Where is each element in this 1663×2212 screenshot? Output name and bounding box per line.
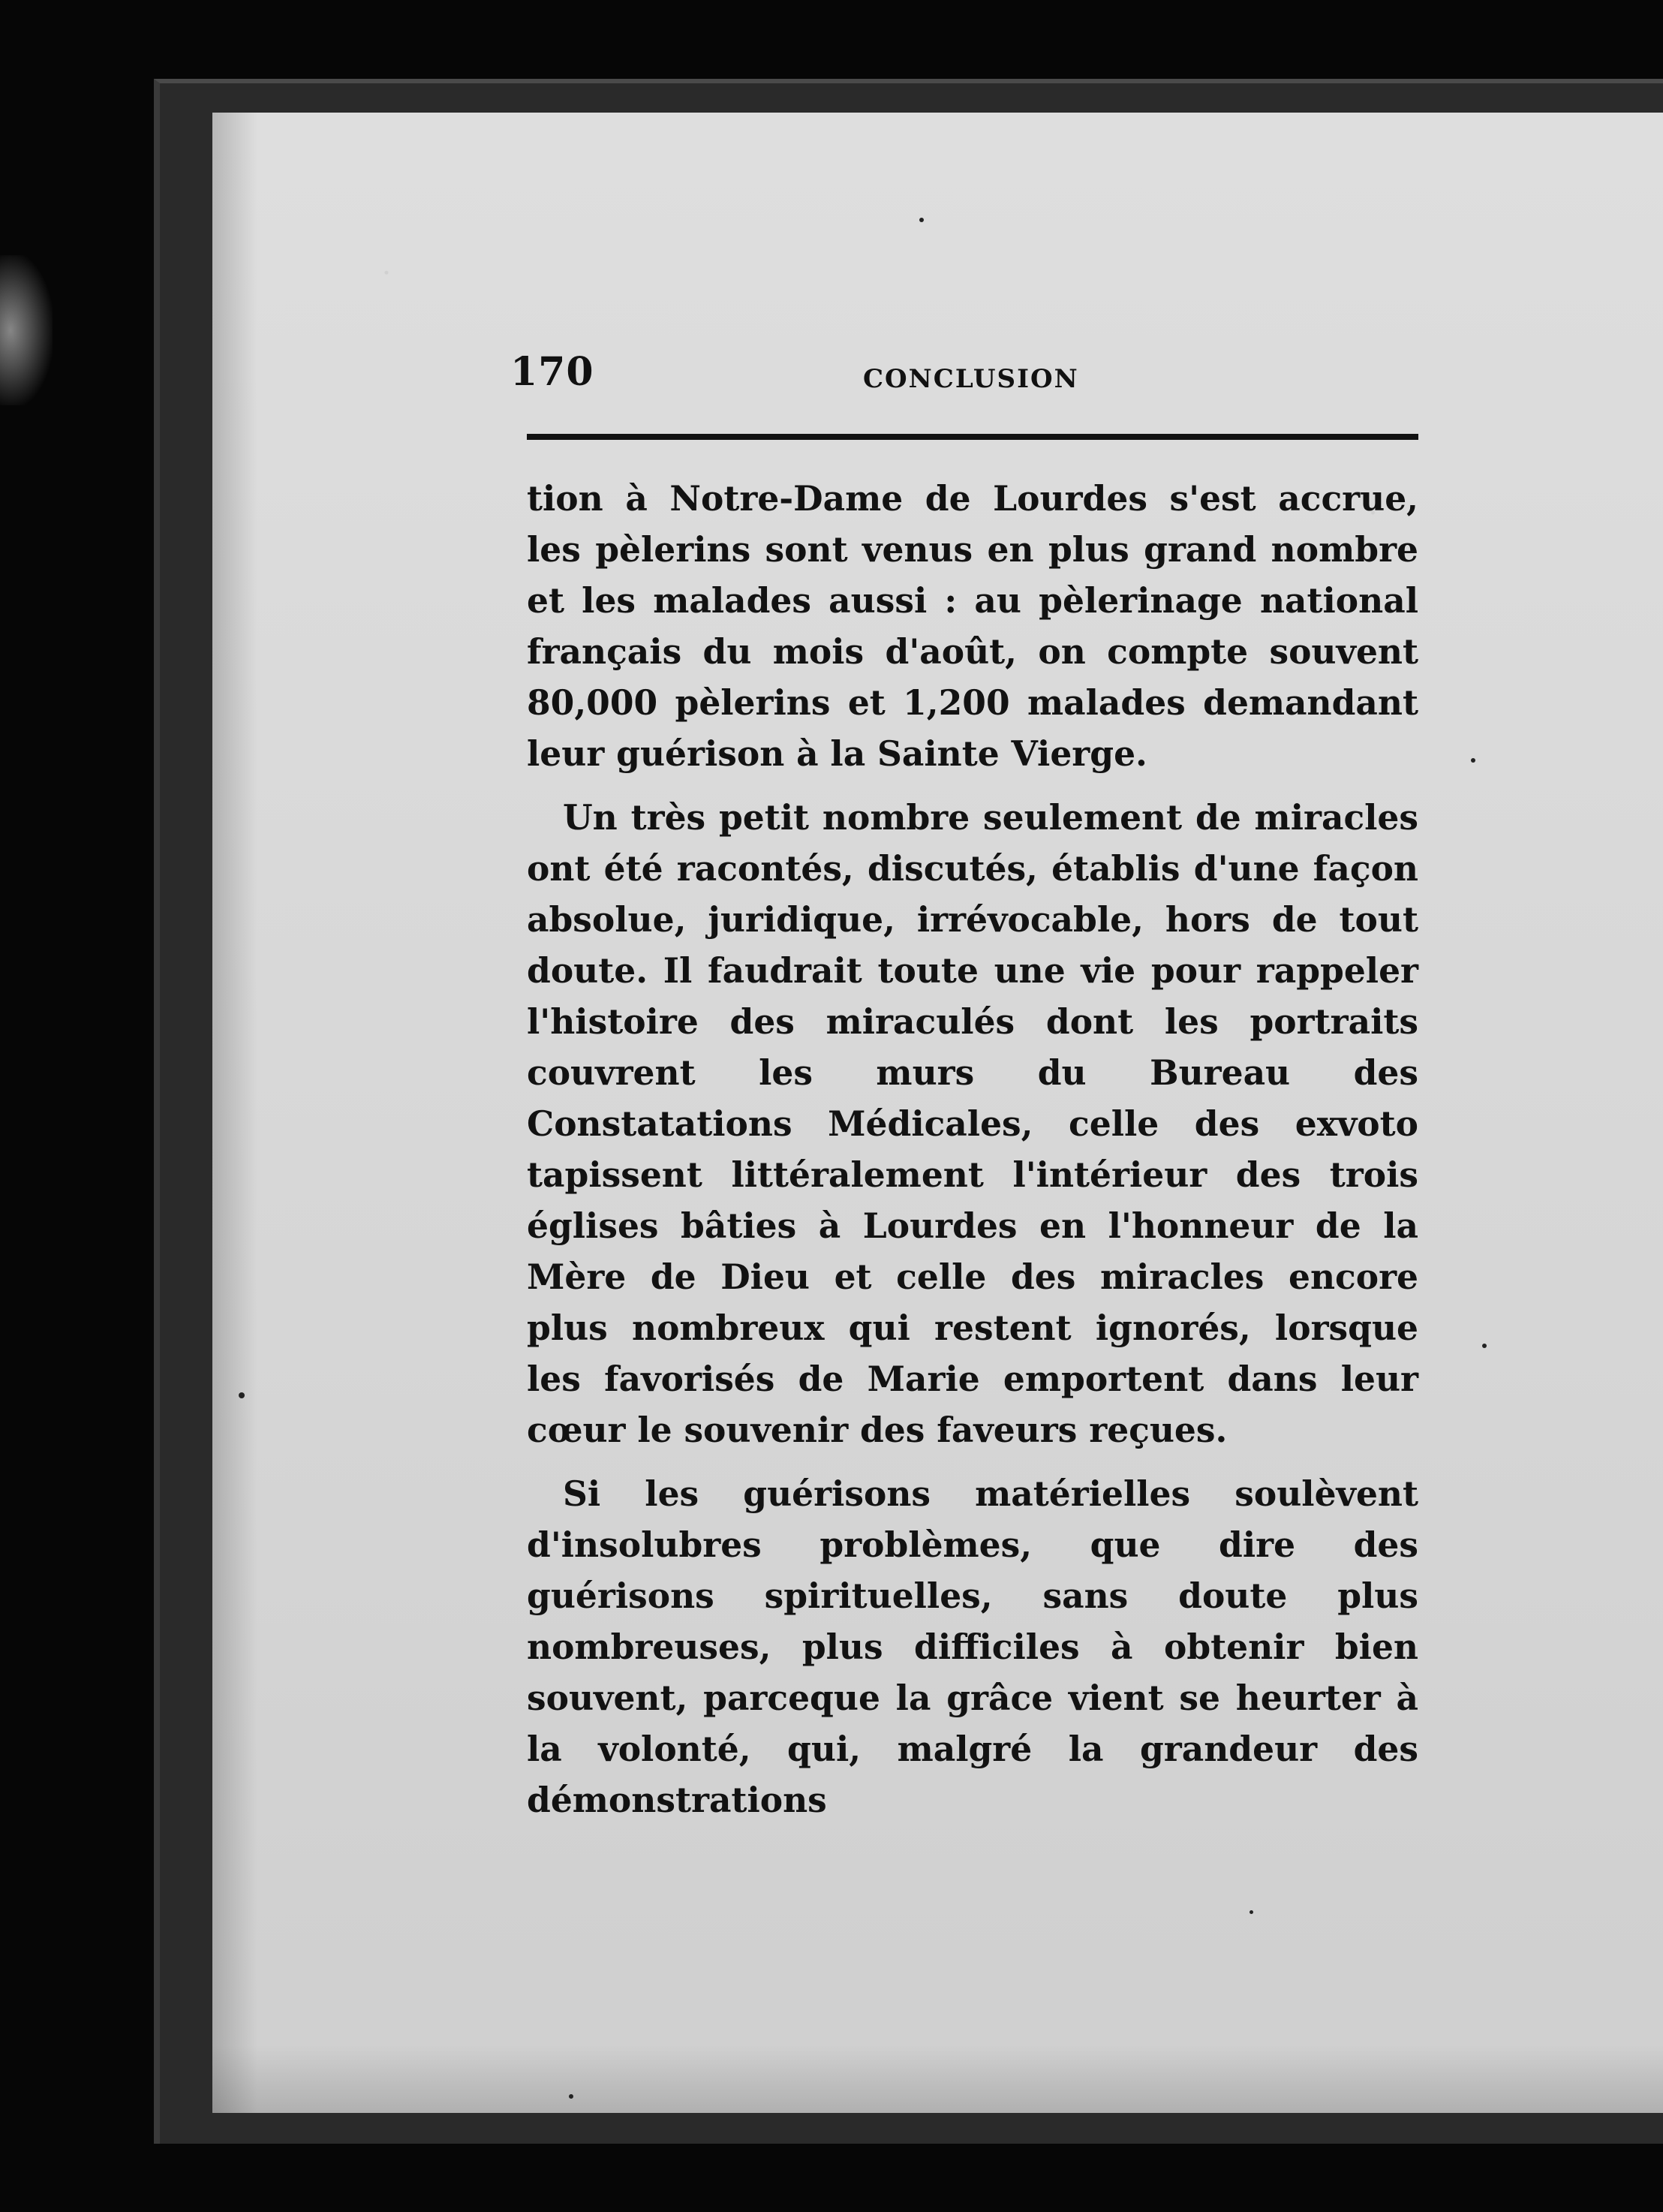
header-rule bbox=[527, 434, 1418, 440]
paragraph-continued: tion à Notre-Dame de Lourdes s'est accrue, les pèlerins sont venus en plus grand nombre et les malades aussi : au pèlerinage national français du mois d'août, on compte souvent 80,000 pèlerins et 1,200 malades demandant leur guérison à la Sainte Vierge. bbox=[527, 478, 1418, 774]
running-head bbox=[510, 349, 1418, 402]
body-text bbox=[527, 473, 1418, 1838]
paragraph: Un très petit nombre seulement de miracles ont été racontés, discutés, établis d'une façon absolue, juridique, irrévocable, hors de tout doute. Il faudrait toute une vie pour rappeler l'histoire des miraculés dont les portraits couvrent les murs du Bureau des Constatations Médicales, celle des exvoto tapissent littéralement l'intérieur des trois églises bâties à Lourdes en l'honneur de la Mère de Dieu et celle des miracles encore plus nombreux qui restent ignorés, lorsque les favorisés de Marie emportent dans leur cœur le souvenir des faveurs reçues. bbox=[527, 797, 1418, 1450]
print-speck bbox=[569, 2094, 573, 2099]
print-speck bbox=[1250, 1910, 1253, 1914]
print-speck bbox=[1471, 758, 1475, 763]
print-speck bbox=[919, 218, 924, 222]
page-gutter-shadow bbox=[212, 113, 257, 2113]
page-number: 170 bbox=[510, 349, 594, 395]
binding-edge bbox=[0, 255, 53, 405]
paragraph: Si les guérisons matérielles soulèvent d'insolubres problèmes, que dire des guérisons spirituelles, sans doute plus nombreuses, plus difficiles à obtenir bien souvent, parceque la grâce vient se heurter à la volonté, qui, malgré la grandeur des démonstrations bbox=[527, 1473, 1418, 1820]
running-title: CONCLUSION bbox=[863, 364, 1079, 394]
print-speck bbox=[239, 1392, 245, 1398]
page-bottom-shadow bbox=[212, 2045, 1663, 2113]
print-speck bbox=[1482, 1344, 1487, 1348]
